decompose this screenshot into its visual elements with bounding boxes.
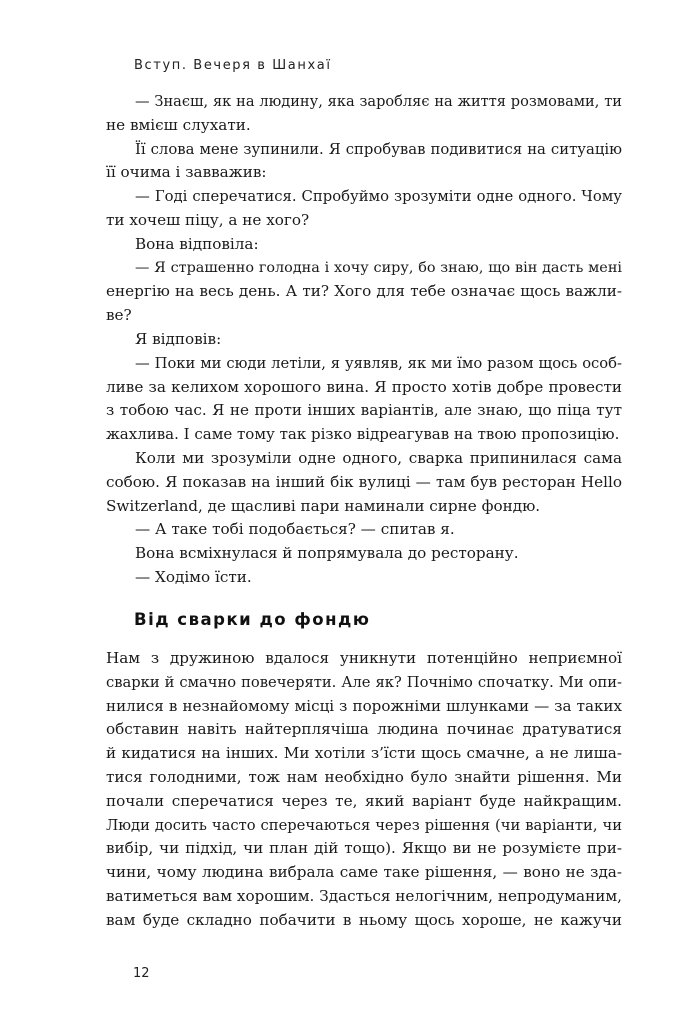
text-line: собою. Я показав на інший бік вулиці — там був ресторан Hello	[106, 472, 622, 491]
text-line: — Я страшенно голодна і хочу сиру, бо знаю, що він дасть мені	[135, 259, 622, 276]
page-number: 12	[133, 966, 150, 981]
section-heading: Від сварки до фондю	[134, 610, 371, 629]
text-line: — Ходімо їсти.	[135, 567, 252, 586]
text-line: Вона всміхнулася й попрямувала до ресторану.	[135, 544, 519, 563]
text-line: почали сперечатися через те, який варіант буде найкращим.	[106, 791, 622, 810]
text-line: тися голодними, тож нам необхідно було знайти рішення. Ми	[106, 767, 622, 786]
text-line: її очима і завважив:	[106, 163, 267, 182]
text-line: — А таке тобі подобається? — спитав я.	[135, 520, 455, 539]
text-line: ватиметься вам хорошим. Здасться нелогічним, непродуманим,	[106, 886, 622, 905]
text-line: ве?	[106, 306, 132, 325]
text-line: — Знаєш, як на людину, яка заробляє на життя розмовами, ти	[135, 93, 622, 110]
text-line: з тобою час. Я не проти інших варіантів, але знаю, що піца тут	[106, 401, 622, 420]
text-line: енергію на весь день. А ти? Хого для тебе означає щось важли-	[106, 282, 622, 301]
text-line: Коли ми зрозуміли одне одного, сварка припинилася сама	[135, 448, 622, 467]
text-line: нилися в незнайомому місці з порожніми шлунками — за таких	[106, 696, 622, 715]
text-line: Вона відповіла:	[135, 234, 259, 253]
text-line: — Поки ми сюди летіли, я уявляв, як ми їмо разом щось особ-	[135, 354, 622, 372]
text-line: Люди досить часто сперечаються через рішення (чи варіанти, чи	[106, 816, 622, 834]
text-line: Її слова мене зупинили. Я спробував подивитися на ситуацію	[135, 140, 622, 158]
text-line: жахлива. І саме тому так різко відреагував на твою пропозицію.	[106, 425, 620, 444]
running-head: Вступ. Вечеря в Шанхаї	[134, 58, 332, 73]
text-line: не вмієш слухати.	[106, 115, 251, 134]
text-line: чини, чому людина вибрала саме таке рішення, — воно не зда-	[106, 863, 622, 882]
text-line: Я відповів:	[135, 329, 222, 348]
text-line: Switzerland, де щасливі пари наминали сирне фондю.	[106, 496, 541, 515]
text-line: ливе за келихом хорошого вина. Я просто хотів добре провести	[106, 377, 622, 396]
text-line: обставин навіть найтерплячіша людина починає дратуватися	[106, 720, 622, 739]
dialogue-section	[106, 90, 622, 590]
text-line: Нам з дружиною вдалося уникнути потенційно неприємної	[106, 649, 622, 667]
text-line: — Годі сперечатися. Спробуймо зрозуміти одне одного. Чому	[135, 188, 622, 206]
body-section	[106, 647, 622, 933]
text-line: ти хочеш піцу, а не хого?	[106, 210, 310, 229]
text-line: сварки й смачно повечеряти. Але як? Почнімо спочатку. Ми опи-	[106, 673, 622, 691]
text-line: вибір, чи підхід, чи план дій тощо). Якщо ви не розумієте при-	[106, 839, 622, 858]
text-line: й кидатися на інших. Ми хотіли з’їсти щось смачне, а не лиша-	[106, 744, 622, 763]
text-line: вам буде складно побачити в ньому щось хороше, не кажучи	[106, 910, 622, 929]
